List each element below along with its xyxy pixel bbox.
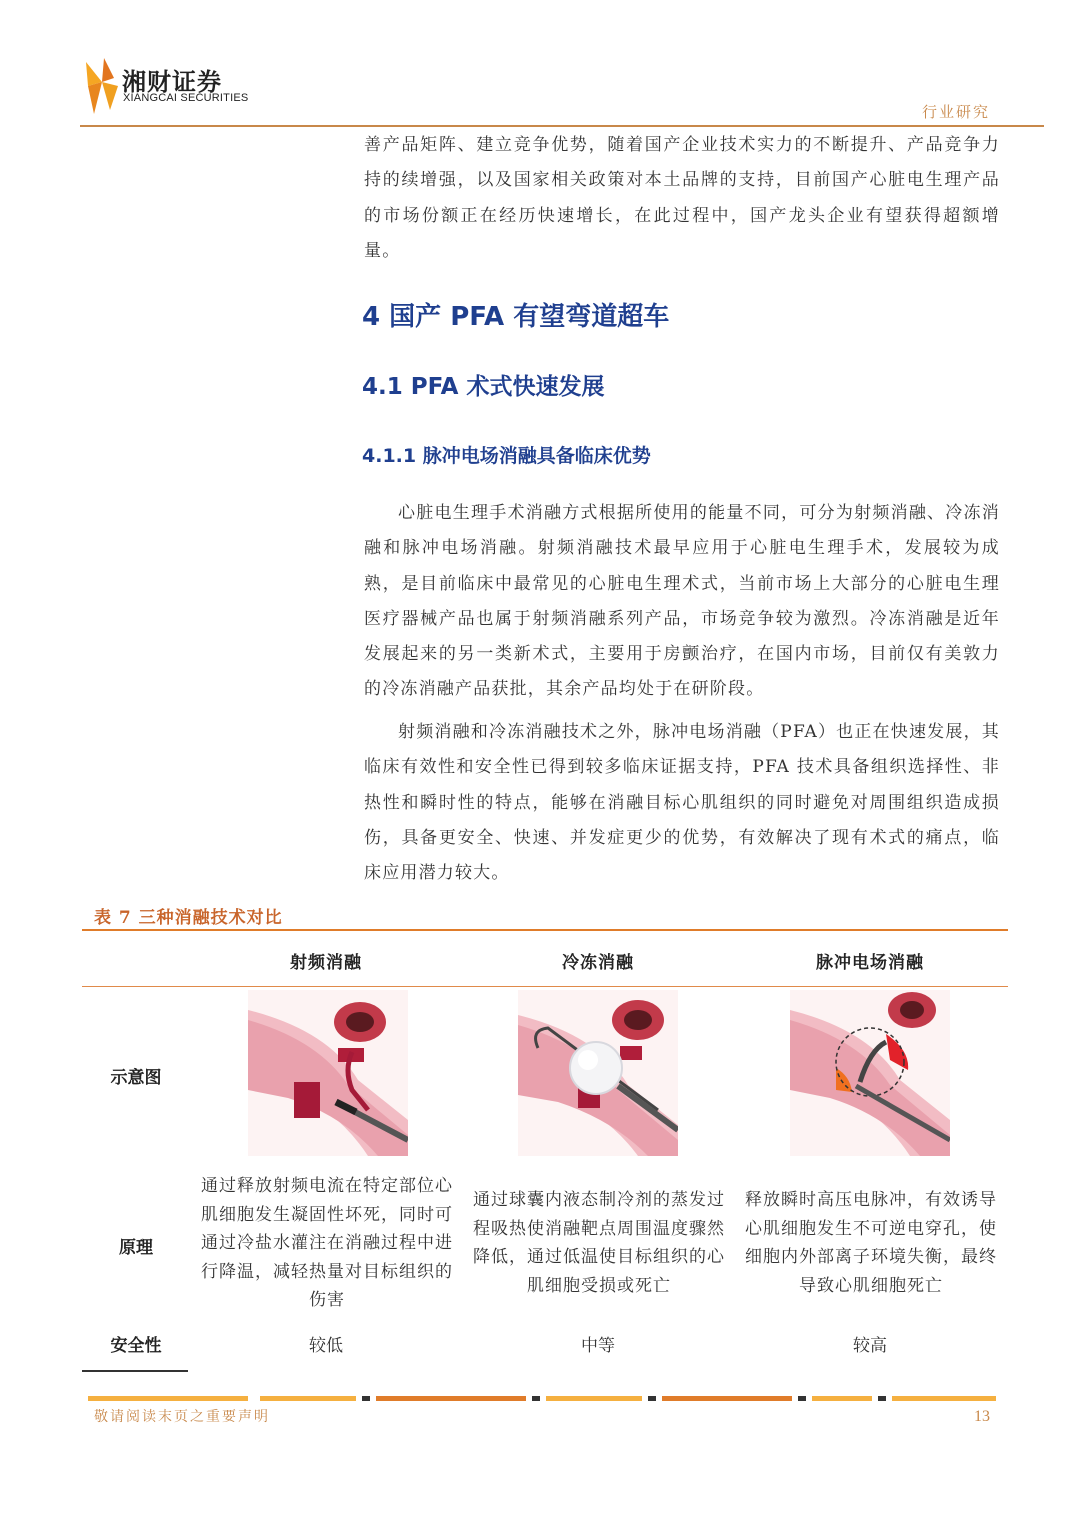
logo-english-name: XIANGCAI SECURITIES: [123, 92, 249, 104]
safety-pfa: 较高: [853, 1336, 887, 1356]
section-heading-4-1-1: 4.1.1 脉冲电场消融具备临床优势: [362, 445, 651, 467]
document-type-label: 行业研究: [921, 103, 990, 121]
table-header-rule: [82, 986, 1008, 987]
table-title: 表 7 三种消融技术对比: [94, 908, 283, 928]
logo-chinese-name: 湘财证券: [122, 68, 222, 96]
rf-ablation-diagram: [248, 990, 408, 1156]
safety-cryo: 中等: [581, 1336, 615, 1356]
footer-disclaimer: 敬请阅读末页之重要声明: [94, 1409, 270, 1425]
safety-rf: 较低: [309, 1336, 343, 1356]
header-divider: [80, 125, 1044, 127]
column-header-rf: 射频消融: [290, 953, 362, 973]
column-header-pfa: 脉冲电场消融: [816, 953, 924, 973]
principle-cryo: 通过球囊内液态制冷剂的蒸发过程吸热使消融靶点周围温度骤然降低，通过低温使目标组织的心肌细胞受损或死亡: [473, 1190, 725, 1296]
row-label-principle: 原理: [119, 1238, 153, 1258]
column-header-cryo: 冷冻消融: [562, 953, 634, 973]
principle-pfa: 释放瞬时高压电脉冲，有效诱导心肌细胞发生不可逆电穿孔，使细胞内外部离子环境失衡，最终导致心肌细胞死亡: [745, 1190, 997, 1296]
cryo-ablation-diagram: [518, 990, 678, 1156]
table-top-rule: [82, 929, 1008, 931]
row-label-diagram: 示意图: [110, 1068, 162, 1088]
pfa-ablation-diagram: [790, 990, 950, 1156]
paragraph-intro: 善产品矩阵、建立竞争优势，随着国产企业技术实力的不断提升、产品竞争力持的续增强，以及国家相关政策对本土品牌的支持，目前国产心脏电生理产品的市场份额正在经历快速增长，在此过程中，国产龙头企业有望获得超额增量。: [364, 135, 1000, 261]
section-heading-4-1: 4.1 PFA 术式快速发展: [362, 374, 605, 400]
section-heading-4: 4 国产 PFA 有望弯道超车: [362, 302, 670, 332]
principle-rf: 通过释放射频电流在特定部位心肌细胞发生凝固性坏死，同时可通过冷盐水灌注在消融过程中进行降温，减轻热量对目标组织的伤害: [201, 1176, 453, 1310]
paragraph-pfa-advantages: 射频消融和冷冻消融技术之外，脉冲电场消融（PFA）也正在快速发展，其临床有效性和安全性已得到较多临床证据支持，PFA 技术具备组织选择性、非热性和瞬时性的特点，能够在消融目标心肌组织的同时避免对周围组织造成损伤，具备更安全、快速、并发症更少的优势，有效解决了现有术式的痛点，临床应用潜力较大。: [364, 722, 1000, 884]
footer-decorative-bar: [88, 1396, 996, 1401]
paragraph-ablation-methods: 心脏电生理手术消融方式根据所使用的能量不同，可分为射频消融、冷冻消融和脉冲电场消融。射频消融技术最早应用于心脏电生理手术，发展较为成熟，是目前临床中最常见的心脏电生理术式，当前市场上大部分的心脏电生理医疗器械产品也属于射频消融系列产品，市场竞争较为激烈。冷冻消融是近年发展起来的另一类新术式，主要用于房颤治疗，在国内市场，目前仅有美敦力的冷冻消融产品获批，其余产品均处于在研阶段。: [364, 503, 1000, 700]
row-label-safety: 安全性: [110, 1336, 162, 1356]
row-label-underline: [82, 1370, 188, 1372]
page-number: 13: [974, 1408, 990, 1425]
